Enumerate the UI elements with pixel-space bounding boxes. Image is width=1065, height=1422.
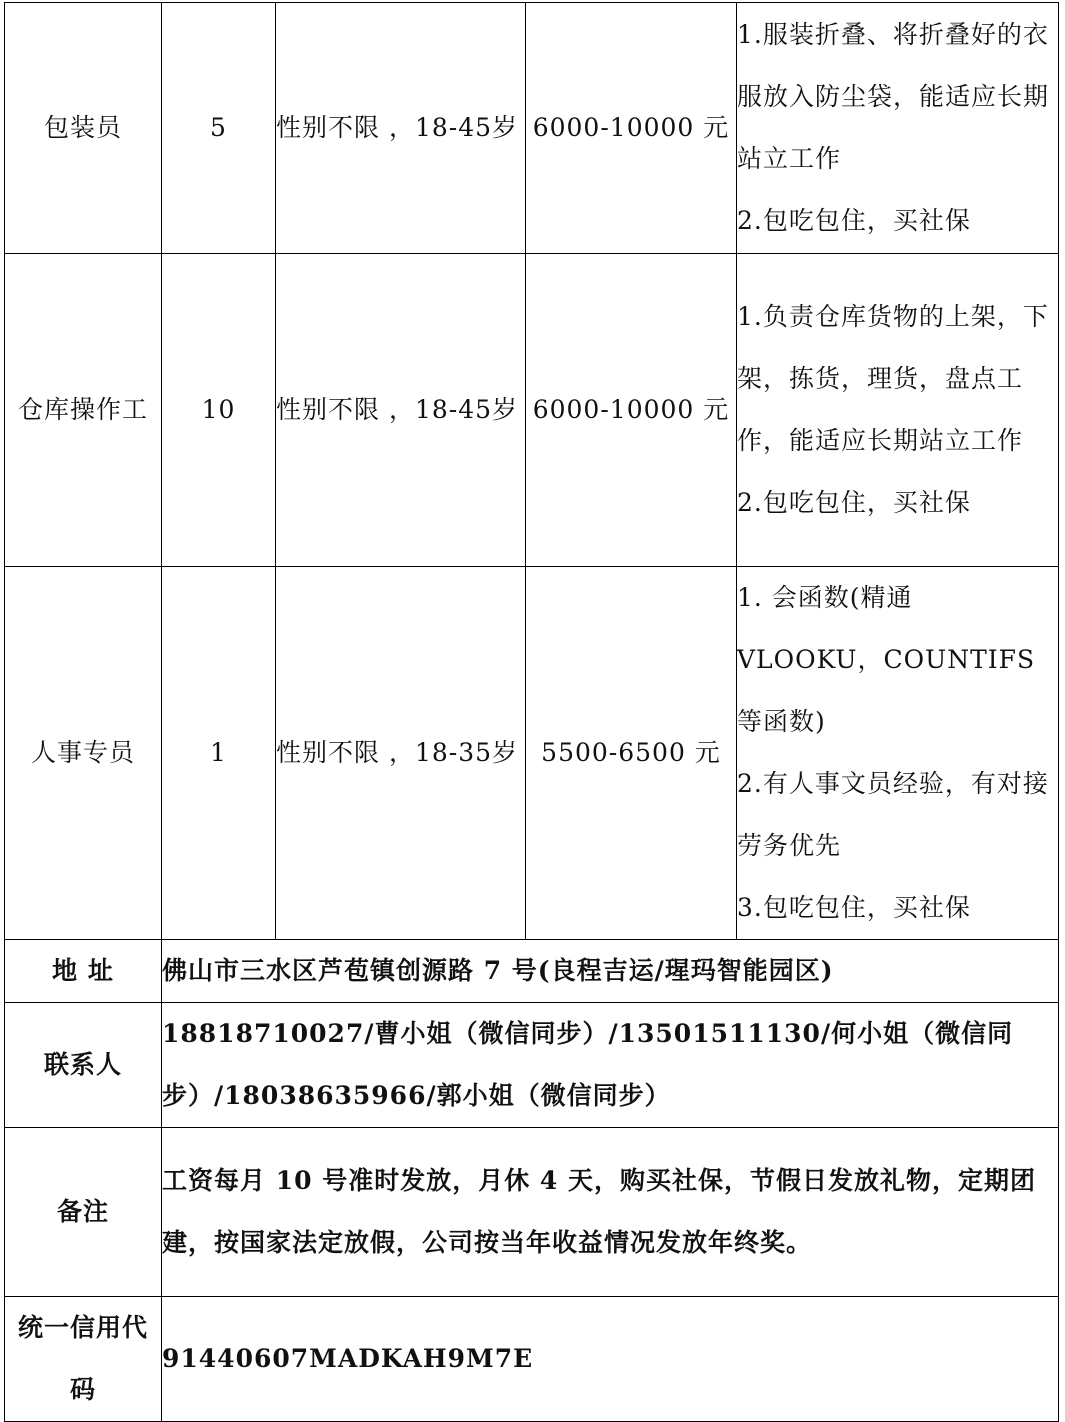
address-label: 地 址	[5, 940, 162, 1003]
job-requirement: 性别不限 ，18-45岁	[276, 3, 526, 254]
job-duties	[737, 3, 1059, 254]
job-count: 10	[162, 254, 276, 567]
job-duty-line: 2.包吃包住，买社保	[737, 488, 971, 517]
job-row	[5, 3, 1059, 254]
job-duty-line: 1.负责仓库货物的上架，下架，拣货，理货，盘点工作，能适应长期站立工作	[737, 302, 1049, 455]
job-duty-line: 1. 会函数(精通 VLOOKU，COUNTIFS 等函数)	[737, 583, 1036, 736]
job-requirement: 性别不限 ，18-45岁	[276, 254, 526, 567]
credit-code-label: 统一信用代码	[5, 1297, 162, 1422]
contact-row	[5, 1003, 1059, 1128]
job-salary: 6000-10000 元	[526, 254, 737, 567]
job-row	[5, 254, 1059, 567]
job-salary: 5500-6500 元	[526, 567, 737, 940]
address-value: 佛山市三水区芦苞镇创源路 7 号(良程吉运/瑆玛智能园区)	[162, 940, 1059, 1003]
job-duty-line: 3.包吃包住，买社保	[737, 893, 971, 922]
credit-code-value: 91440607MADKAH9M7E	[162, 1297, 1059, 1422]
job-duties	[737, 254, 1059, 567]
job-count: 1	[162, 567, 276, 940]
contact-label: 联系人	[5, 1003, 162, 1128]
job-title: 包装员	[5, 3, 162, 254]
credit-code-row	[5, 1297, 1059, 1422]
job-count: 5	[162, 3, 276, 254]
job-salary: 6000-10000 元	[526, 3, 737, 254]
contact-value: 18818710027/曹小姐（微信同步）/13501511130/何小姐（微信同步）/18038635966/郭小姐（微信同步）	[162, 1003, 1059, 1128]
job-duty-line: 2.包吃包住，买社保	[737, 206, 971, 235]
job-title: 仓库操作工	[5, 254, 162, 567]
job-requirement: 性别不限 ，18-35岁	[276, 567, 526, 940]
job-duties	[737, 567, 1059, 940]
remarks-label: 备注	[5, 1128, 162, 1297]
job-row	[5, 567, 1059, 940]
job-title: 人事专员	[5, 567, 162, 940]
address-row	[5, 940, 1059, 1003]
job-duty-line: 1.服装折叠、将折叠好的衣服放入防尘袋，能适应长期站立工作	[737, 20, 1050, 173]
remarks-value: 工资每月 10 号准时发放，月休 4 天，购买社保，节假日发放礼物，定期团建，按国家法定放假，公司按当年收益情况发放年终奖。	[162, 1128, 1059, 1297]
remarks-row	[5, 1128, 1059, 1297]
job-duty-line: 2.有人事文员经验，有对接劳务优先	[737, 769, 1049, 860]
job-listing-table	[4, 2, 1059, 1422]
